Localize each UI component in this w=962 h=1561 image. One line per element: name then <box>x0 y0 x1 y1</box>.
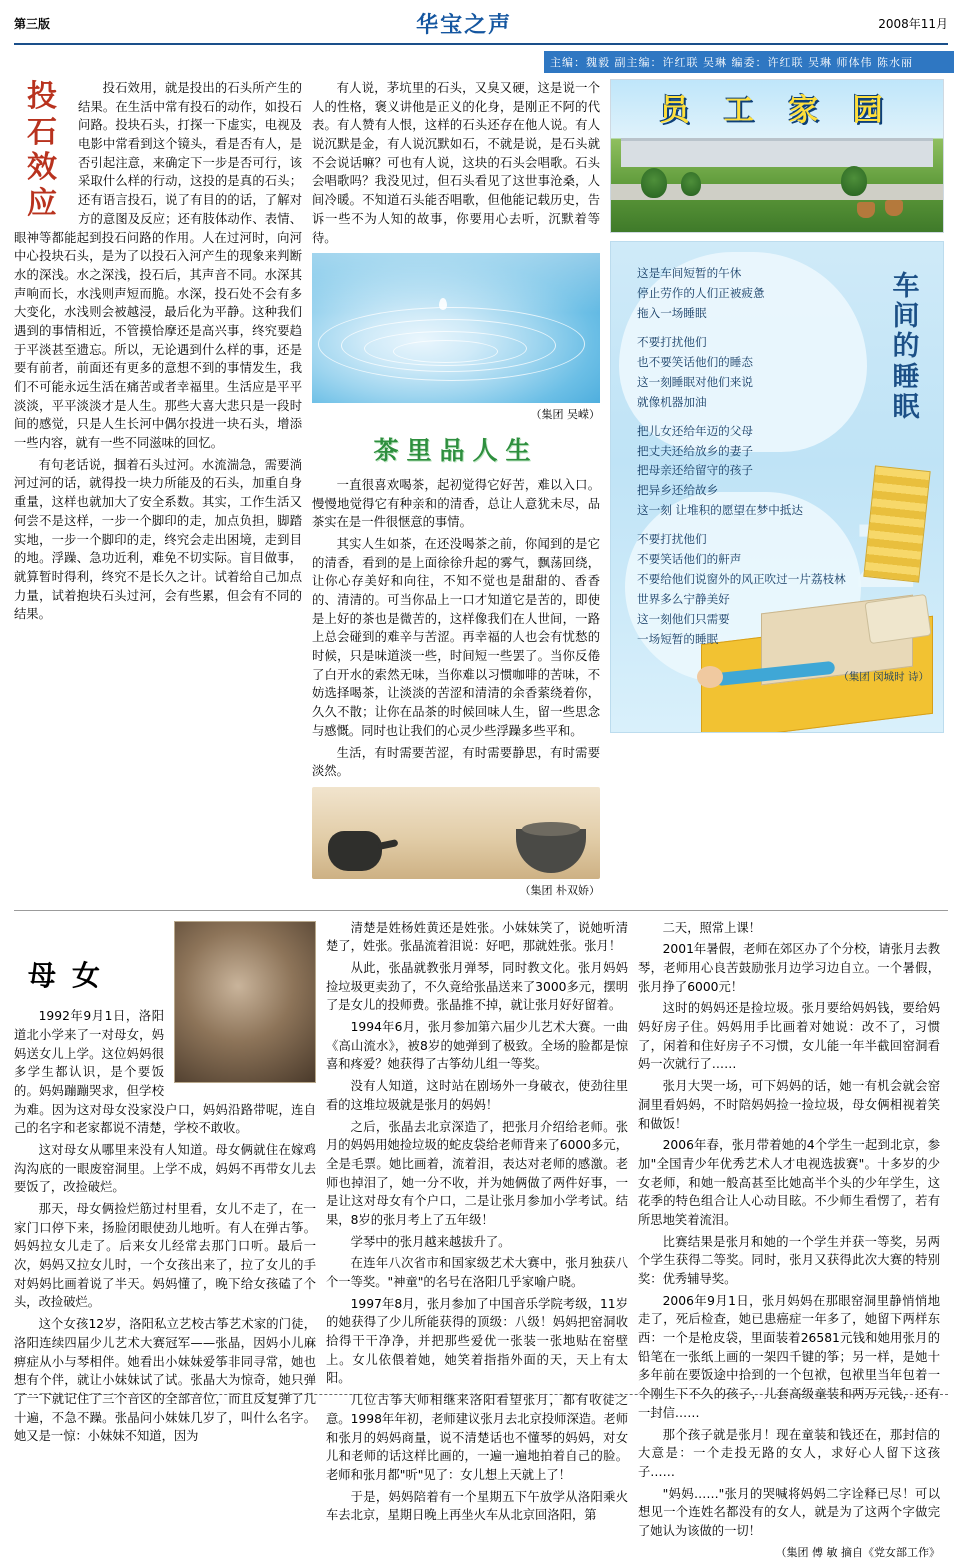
article-column-2 <box>312 79 600 900</box>
paragraph: 张月大哭一场，可下妈妈的话，她一有机会就会窑洞里看妈妈，不时陪妈妈捡一捡垃圾，母女俩相视着笑和做饭！ <box>638 1079 940 1131</box>
paragraph: 这个女孩12岁，洛阳私立艺校古筝艺术家的门徒，洛阳连续四届少儿艺术大赛冠军——张晶，因妈小儿麻痹症从小与琴相伴。她看出小妹妹爱筝非同寻常，她也想有个伴，就让小妹妹试了试。张晶大为惊奇，她只弹了一下就记住了三个音区的全部音位，而且反复弹了几十遍，不急不躁。张晶问小妹妹几岁了，叫什么名字。她又是一惊：小妹妹不知道，因为 <box>14 1317 316 1444</box>
poem-line: 就像机器加油 <box>637 394 707 409</box>
hand-graphic <box>697 666 723 688</box>
tree-icon <box>641 168 667 198</box>
title-char-1: 母 <box>28 958 73 992</box>
paragraph: 几位古筝大师相继来洛阳看望张月，都有收徒之意。1998年年初，老师建议张月去北京投师深造。老师和张月的妈妈商量，说不清楚话也不懂琴的妈妈，对女儿和老师的话这样比画的，一遍一遍地拍着自己的脸。老师和张月都"听"见了：女儿想上天就上了！ <box>326 1393 628 1482</box>
paragraph: 2006年9月1日，张月妈妈在那眼窑洞里静悄悄地走了，死后检查，她已患癌症一年多了，她留下两样东西：一个是枪皮袋，里面装着26581元钱和她用张月的铅笔在一张纸上画的一架四千键的筝；另一样，是她十多年前在要饭途中拾到的一个包袱，包袱里当年包着一个刚生下不久的孩子，儿套高级童装和两万元钱，还有一封信…… <box>638 1293 940 1420</box>
paragraph: 有句老话说，掴着石头过河。水流湍急，需要淌河过河的话，就得投一块力所能及的石头，加重自身重量，这样也就加大了安全系数。其实，工作生活又何尝不是这样，一步一个脚印的走，加点负担，脚踏实地，一步一个脚印的走，终究会走出困境，走到目的地。浮躁、急功近利，难免不切实际。盲目做事，就算暂时得利，终究不是长久之计。试着给自己加点力量，试着抱块石头过河，会有些累，但会有不同的结果。 <box>14 457 302 622</box>
poem-line: 也不要笑话他们的睡态 <box>637 354 753 369</box>
banner-title: 员 工 家 园 <box>659 93 895 128</box>
employee-home-section <box>610 79 942 900</box>
poem-line: 停止劳作的人们正被疲惫 <box>637 285 765 300</box>
paragraph: 在连年八次省市和国家级艺术大赛中，张月独获八个一等奖。"神童"的名号在洛阳几乎家喻户晓。 <box>326 1256 628 1289</box>
poem-line: 不要给他们说窗外的风正吹过一片荔枝林 <box>637 572 846 587</box>
fan-graphic <box>863 465 930 582</box>
title-char-4: 应 <box>27 185 57 221</box>
poem-line: 这一刻 让堆积的愿望在梦中抵达 <box>637 503 803 518</box>
planter-icon <box>857 202 875 218</box>
paragraph: 其实人生如茶，在还没喝茶之前，你闻到的是它的清香，看到的是上面徐徐升起的雾气，飘荡回绕，让你心存美好和向往，不知不觉也是甜甜的、香香的、清清的。可当你品上一口才知道它是苦的，即使是上好的茶也是微苦的，这样像我们在人世间，一路上总会碰到的难辛与苦涩。再幸福的人也会有忧愁的时候，只是味道淡一些，时间短一些罢了。当你反倦了白开水的索然无味，当你难以习惯咖啡的苦味，不妨选择喝茶，让淡淡的苦涩和清清的余香萦绕着你，久久不散；让你在品茶的时候回味人生，留一些思念与感慨。同时也让我们的心灵少些浮躁多些平和。 <box>312 536 600 738</box>
article-signature: （集团 吴嵘） <box>530 408 600 422</box>
poem-line: 把异乡还给故乡 <box>637 483 719 498</box>
paper-title: 华宝之声 <box>416 13 513 38</box>
article-signature: （集团 傅 敏 摘自《党女部工作》 <box>775 1545 940 1559</box>
employee-home-banner <box>610 79 944 233</box>
poem-line: 这一刻他们只需要 <box>637 612 730 626</box>
paragraph: 投石效用，就是投出的石头所产生的结果。在生活中常有投石的动作，如投石问路。投块石头，打探一下虚实，电视及电影中常看到这个镜头，看是否有人，是否引起注意，来确定下一步是否可行，该采取什么样的行动，这投的是真的石头；还有语言投石，说了有目的的话，了解对方的意图及反应；还有肢体动作、表情、眼神等都能起到投石问路的作用。人在过河时，向河中心投块石头，是为了以投石入河产生的现象来判断水的深浅。水之深浅，投石后，其声音不同。水深其声响而长，水浅则声短而脆。水深，投石处不会有多大变化，水浅则会被越浸，最后化为平静。这种我们遇到的事情相近，不管摸恰摩还是高兴事，终究要趋于平淡甚至遗忘。所以，无论遇到什么样的事，还是要有前者，前面还有更多的意想不到的事情发生，我们不可能永远生活在痛苦或者幸福里。生活应是平平淡淡，平平淡淡才是人生。那些大喜大悲只是一段时间的感觉，只是人生长河中偶尔投进一块石头，增添一些内容，就有一些不同滋味的回忆。 <box>14 81 302 451</box>
title-char-2: 女 <box>72 958 117 992</box>
paragraph: 清楚是姓杨姓黄还是姓张。小妹妹笑了，说她听清楚了，姓张。张晶流着泪说：好吧，那就姓张。张月！ <box>326 920 628 954</box>
paragraph: 2001年暑假，老师在郊区办了个分校，请张月去教琴，老师用心良苦鼓励张月边学习边自立。一个暑假，张月挣了6000元！ <box>638 942 940 994</box>
issue-date: 2008年11月 <box>878 17 948 31</box>
paragraph: "妈妈……"张月的哭喊将妈妈二字诠释已尽！可以想见一个连姓名都没有的女人，就是为了这两个字做完了她认为该做的一切！ <box>638 1486 940 1538</box>
article-touxiaoyingyong <box>14 79 302 900</box>
paragraph: 之后，张晶去北京深造了，把张月介绍给老师。张月的妈妈用她捡垃圾的蛇皮袋给老师背来了6000多元，全是毛票。她比画着，流着泪，表达对老师的感激。老师也掉泪了，她一分不收，并为她俩做了两件好事，一是让这对母女有个户口，二是让张月参加小学考试。结果，8岁的张月考上了五年级！ <box>326 1119 628 1227</box>
poem-line: 一场短暂的睡眠 <box>637 631 719 646</box>
poem-signature: （集团 闵城时 诗） <box>838 671 929 684</box>
editorial-credits: 主编：魏毅 副主编：许红联 吴琳 编委：许红联 吴琳 师体伟 陈水丽 <box>544 51 954 73</box>
tree-icon <box>841 166 867 196</box>
poem-line: 不要打扰他们 <box>637 334 707 349</box>
paragraph: 这对母女从哪里来没有人知道。母女俩就住在嫁鸡沟沟底的一眼废窑洞里。上学不成，妈妈不再带女儿去要饭了，改捡破烂。 <box>14 1142 316 1195</box>
paragraph: 那个孩子就是张月！现在童装和钱还在，那封信的大意是：一个走投无路的女人，求好心人留下这孩子…… <box>638 1427 940 1479</box>
article-title-vertical <box>14 81 70 223</box>
top-section <box>14 79 948 900</box>
water-ripple-illustration <box>312 253 600 403</box>
ripple-ring <box>393 340 499 363</box>
poem-line: 把母亲还给留守的孩子 <box>637 463 753 478</box>
paragraph: 2006年春，张月带着她的4个学生一起到北京，参加"全国青少年优秀艺术人才电视选拔赛"。十多岁的少女老师，和她一般高甚至比她高半个头的少年学生，这花季的特色组合让人心动目眩。不少师生看愣了，若有所思地笑着流泪。 <box>638 1138 940 1227</box>
footer-cut-line <box>14 1394 948 1395</box>
article-signature: （集团 朴双娇） <box>519 883 600 897</box>
paragraph: 学琴中的张月越来越拔升了。 <box>350 1234 511 1249</box>
paragraph: 这时的妈妈还是捡垃圾。张月要给妈妈钱，要给妈妈好房子住。妈妈用手比画着对她说：改不了，习惯了，闲着和住好房子不习惯，女儿能一年半截回窑洞看妈一次就行了…… <box>638 1001 940 1072</box>
paragraph: 有人说，茅坑里的石头，又臭又硬，这是说一个人的性格，褒义讲他是正义的化身，是刚正不阿的代表。有人赞有人恨，这样的石头还存在他人说。有人说沉默是金，有人说沉默如石，不就是说，是石头就不会说话嘛？可也有人说，这块的石头会唱歌。石头会唱歌吗？我没见过，但石头看见了这世事沧桑，人间冷暖。不知道石头能否唱歌，但他能记载历史，告诉一些不为人知的故事，你要用心去听，沉默着等待。 <box>312 81 600 245</box>
ink-painting-illustration <box>174 921 316 1083</box>
tea-set-illustration <box>312 787 600 879</box>
article-munv-col1 <box>14 919 316 1561</box>
article-munv-col3 <box>638 919 940 1561</box>
teapot-icon <box>328 831 382 871</box>
poem-line: 拖入一场睡眠 <box>637 305 707 320</box>
ripple-ring <box>318 307 585 381</box>
article-title-tea: 茶里品人生 <box>373 435 539 465</box>
stanza-gap <box>637 324 852 333</box>
bottom-section <box>14 919 948 1561</box>
title-char-1: 投 <box>27 79 57 114</box>
ripple-ring <box>341 319 556 372</box>
paragraph: 于是，妈妈陪着有一个星期五下午放学从洛阳乘火车去北京，星期日晚上再坐火车从北京回洛阳，第 <box>326 1489 628 1523</box>
poem-line: 把儿女还给年迈的父母 <box>637 423 753 438</box>
title-char-2: 石 <box>27 114 57 150</box>
ripple-ring <box>364 331 527 366</box>
paragraph: 从此，张晶就教张月弹琴，同时教文化。张月妈妈捡垃圾更卖劲了，不久竟给张晶送来了3000多元，摆明了是女儿的投师费。张晶推不掉，就让张月好好留着。 <box>326 961 628 1013</box>
poem-line: 这是车间短暂的午休 <box>637 266 742 280</box>
paragraph: 生活，有时需要苦涩，有时需要静思，有时需要淡然。 <box>312 745 600 779</box>
poem-line: 这一刻睡眠对他们来说 <box>637 374 753 389</box>
stanza-gap <box>637 413 852 422</box>
paragraph: 比赛结果是张月和她的一个学生并获一等奖，另两个学生获得二等奖。同时，张月又获得此次大赛的特别奖：优秀辅导奖。 <box>638 1234 940 1286</box>
paragraph: 1994年6月，张月参加第六届少儿艺术大赛。一曲《高山流水》，被8岁的她弹到了极致。全场的脸都是惊喜和疼爱？她获得了古筝幼儿组一等奖。 <box>326 1020 628 1072</box>
tree-icon <box>681 172 701 196</box>
masthead <box>14 8 948 45</box>
factory-building-graphic <box>621 138 933 167</box>
planter-icon <box>885 200 903 216</box>
water-drop-icon <box>439 298 447 310</box>
paragraph: 二天，照常上课！ <box>662 920 761 935</box>
paragraph: 一直很喜欢喝茶，起初觉得它好苦，难以入口。慢慢地觉得它有种亲和的清香，总让人意犹未尽，品茶实在是一件很惬意的事情。 <box>312 477 600 530</box>
poem-line: 不要笑话他们的鼾声 <box>637 552 742 567</box>
poem-line: 世界多么宁静美好 <box>637 592 730 607</box>
title-char-3: 效 <box>27 150 57 185</box>
paragraph: 没有人知道，这时站在剧场外一身破衣，使劲往里看的这堆垃圾就是张月的妈妈！ <box>326 1079 628 1112</box>
paragraph: 1992年9月1日，洛阳道北小学来了一对母女，妈妈送女儿上学。这位妈妈很多学生都认识，是个要饭的。妈妈蹦蹦哭求，但学校为难。因为这对母女没家没户口，妈妈沿路带呢，连自己的名字和老家都说不清楚，学校不敢收。 <box>14 1009 316 1136</box>
poem-line: 把丈夫还给放乡的妻子 <box>637 443 753 458</box>
article-munv-col2 <box>326 919 628 1561</box>
paragraph: 那天，母女俩捡烂筋过村里看，女儿不走了，在一家门口停下来，扬脸闭眼使劲儿地听。有人在弹古筝。妈妈拉女儿走了。后来女儿经常去那门口听。最后一次，妈妈又拉女儿时，一个女孩出来了，拉了女儿的手对妈妈比画着说了半天。妈妈懂了，晚下给女孩磕了个头，改捡破烂。 <box>14 1202 316 1310</box>
poem-body <box>637 264 852 650</box>
paragraph: 1997年8月，张月参加了中国音乐学院考级，11岁的她获得了少儿所能获得的顶级：八级！妈妈把窑洞收拾得干干净净，并把那些爱优一张装一张地贴在窑壁上。女儿依偎着她，她笑着指指外面的天，天上有太阳。 <box>326 1296 628 1386</box>
page-number: 第三版 <box>14 17 51 31</box>
poem-line: 不要打扰他们 <box>637 532 707 547</box>
poem-title-text: 车间的睡眠 <box>892 271 920 423</box>
section-divider <box>14 910 948 911</box>
teacup-icon <box>516 829 586 873</box>
poem-panel <box>610 241 944 733</box>
poem-title <box>885 272 927 423</box>
stanza-gap <box>637 521 852 530</box>
pillow-graphic <box>864 594 931 644</box>
